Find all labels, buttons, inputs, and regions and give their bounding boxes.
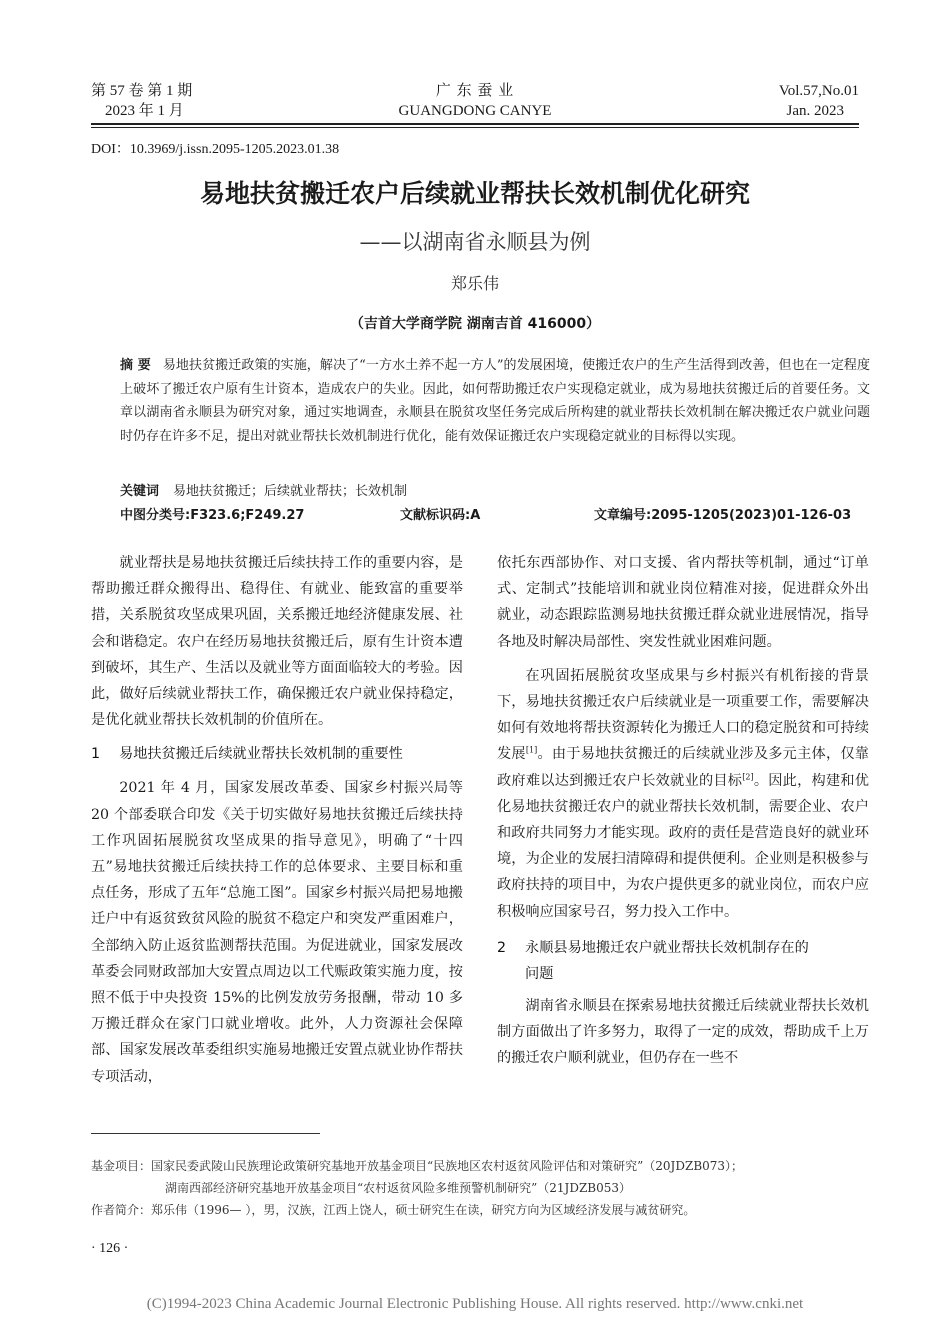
- continued-paragraph: 依托东西部协作、对口支援、省内帮扶等机制，通过“订单式、定制式”技能培训和就业岗位精准对接，促进群众外出就业，动态跟踪监测易地扶贫搬迁群众就业进展情况，指导各地及时解决局部性、突发性就业困难问题。: [497, 555, 869, 650]
- citation-2: [2]: [742, 771, 754, 781]
- context-text-b: 。由于易地扶贫搬迁的后续就业涉及多元主体，仅靠政府难以达到搬迁农户长效就业的目标: [497, 746, 869, 789]
- clc-number: 中图分类号:F323.6;F249.27: [120, 508, 305, 523]
- context-text-a: 在巩固拓展脱贫攻坚成果与乡村振兴有机衔接的背景下，易地扶贫搬迁农户后续就业是一项重要工作，需要解决如何有效地将帮扶资源转化为搬迁人口的稳定脱贫和可持续发展: [497, 667, 869, 763]
- affiliation: （吉首大学商学院 湖南吉首 416000）: [349, 316, 601, 332]
- citation-1: [1]: [525, 745, 538, 755]
- section-2-number: 2: [497, 939, 507, 956]
- publish-date-en: Jan. 2023: [786, 103, 844, 119]
- journal-name-cn: 广 东 蚕 业: [435, 83, 515, 99]
- section-1-title: 易地扶贫搬迁后续就业帮扶长效机制的重要性: [119, 746, 403, 763]
- page-title: 易地扶贫搬迁农户后续就业帮扶长效机制优化研究: [199, 179, 750, 208]
- section-2-heading: [497, 935, 869, 987]
- author-bio: 郑乐伟（1996— ），男，汉族，江西上饶人，硕士研究生在读，研究方向为区域经济发展与减贫研究。: [151, 1203, 696, 1217]
- context-paragraph: [497, 663, 869, 925]
- volume-issue-en: Vol.57,No.01: [778, 83, 859, 99]
- publish-date: 2023 年 1 月: [105, 103, 184, 119]
- footnote-rule: [91, 1133, 320, 1134]
- funding-item-2: 湖南西部经济研究基地开放基金项目“农村返贫风险多维预警机制研究”（21JDZB053）: [165, 1181, 632, 1195]
- abstract-label: 摘 要: [120, 358, 151, 373]
- doc-code: 文献标识码:A: [400, 508, 481, 523]
- author-name: 郑乐伟: [450, 274, 499, 293]
- section-1-number: 1: [91, 746, 101, 763]
- header-rule-thin: [91, 127, 859, 128]
- section-2-title-line1: 永顺县易地搬迁农户就业帮扶长效机制存在的: [525, 939, 809, 956]
- section-2-paragraph: 湖南省永顺县在探索易地扶贫搬迁后续就业帮扶长效机制方面做出了许多努力，取得了一定的成效，帮助成千上万的搬迁农户顺利就业，但仍存在一些不: [497, 997, 869, 1067]
- author-bio-label: 作者简介：: [91, 1203, 152, 1217]
- journal-name-en: GUANGDONG CANYE: [398, 103, 552, 119]
- left-column: [91, 550, 463, 1090]
- funding-label: 基金项目：: [91, 1159, 152, 1173]
- context-text-c: 。因此，构建和优化易地扶贫搬迁农户的就业帮扶长效机制，需要企业、农户和政府共同努力才能实现。政府的责任是营造良好的就业环境，为企业的发展扫清障碍和提供便利。企业则是积极参与政府扶持的项目中，为农户提供更多的就业岗位，而农户应积极响应国家号召，努力投入工作中。: [497, 772, 869, 920]
- abstract-text: 易地扶贫搬迁政策的实施，解决了“一方水土养不起一方人”的发展困境，使搬迁农户的生产生活得到改善，但也在一定程度上破坏了搬迁农户原有生计资本，造成农户的失业。因此，如何帮助搬迁农户实现稳定就业，成为易地扶贫搬迁后的首要任务。文章以湖南省永顺县为研究对象，通过实地调查，永顺县在脱贫攻坚任务完成后所构建的就业帮扶长效机制在解决搬迁农户就业问题时仍存在许多不足，提出对就业帮扶长效机制进行优化，能有效保证搬迁农户实现稳定就业的目标得以实现。: [120, 358, 871, 444]
- intro-paragraph: 就业帮扶是易地扶贫搬迁后续扶持工作的重要内容，是帮助搬迁群众搬得出、稳得住、有就业、能致富的重要举措，关系脱贫攻坚成果巩固，关系搬迁地经济健康发展、社会和谐稳定。农户在经历易地扶贫搬迁后，原有生计资本遭到破坏，其生产、生活以及就业等方面面临较大的考验。因此，做好后续就业帮扶工作，确保搬迁农户就业保持稳定，是优化就业帮扶长效机制的价值所在。: [91, 555, 463, 729]
- keywords-text: 易地扶贫搬迁；后续就业帮扶；长效机制: [173, 484, 408, 499]
- section-1-heading: [91, 741, 463, 767]
- article-number: 文章编号:2095-1205(2023)01-126-03: [594, 508, 852, 523]
- header-rule-thick: [91, 123, 859, 125]
- abstract: [120, 354, 870, 448]
- section-1-paragraph: 2021 年 4 月，国家发展改革委、国家乡村振兴局等 20 个部委联合印发《关于切实做好易地扶贫搬迁后续扶持工作巩固拓展脱贫攻坚成果的指导意见》，明确了“十四五”易地扶贫搬迁后续扶持工作的总体要求、主要目标和重点任务，形成了五年“总施工图”。国家乡村振兴局把易地搬迁户中有返贫致贫风险的脱贫不稳定户和突发严重困难户，全部纳入防止返贫监测帮扶范围。为促进就业，国家发展改革委会同财政部加大安置点周边以工代赈政策实施力度，按照不低于中央投资 15%的比例发放劳务报酬，带动 10 多万搬迁群众在家门口就业增收。此外，人力资源社会保障部、国家发展改革委组织实施易地搬迁安置点就业协作帮扶专项活动，: [91, 780, 463, 1085]
- volume-issue: 第 57 卷 第 1 期: [91, 83, 193, 99]
- page-subtitle: ——以湖南省永顺县为例: [359, 230, 591, 254]
- right-column: [497, 550, 869, 1071]
- doi: DOI：10.3969/j.issn.2095-1205.2023.01.38: [91, 142, 340, 157]
- page-number: · 126 ·: [91, 1241, 129, 1256]
- funding-item-1: 国家民委武陵山民族理论政策研究基地开放基金项目“民族地区农村返贫风险评估和对策研究”（20JDZB073）；: [151, 1159, 744, 1173]
- keywords: [120, 480, 407, 499]
- copyright-line: (C)1994-2023 China Academic Journal Electronic Publishing House. All rights reserved. http://www.cnki.net: [146, 1296, 804, 1312]
- section-2-title-line2: 问题: [525, 965, 554, 982]
- funding-note: [91, 1155, 881, 1221]
- keywords-label: 关键词: [120, 484, 160, 499]
